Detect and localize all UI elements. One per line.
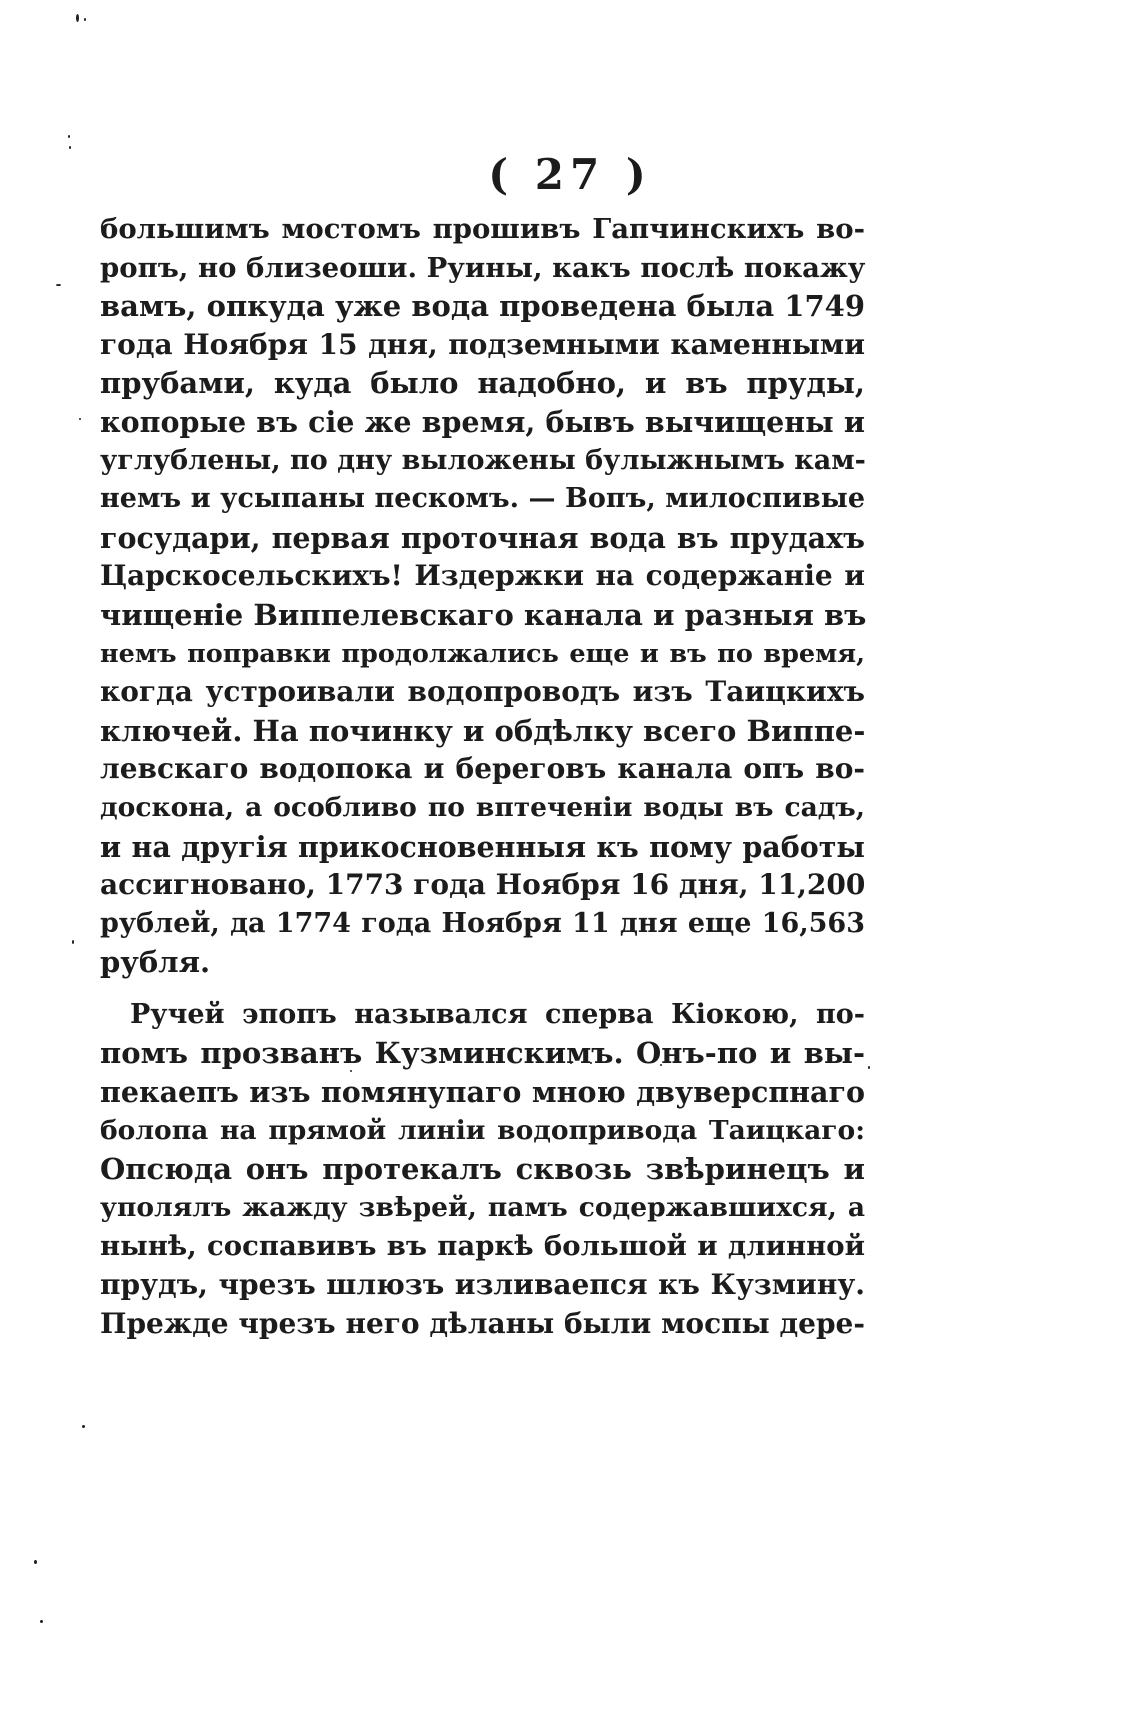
scan-speck bbox=[68, 135, 70, 138]
text-line: Ручей эпопъ назывался сперва Кіокою, по- bbox=[130, 998, 865, 1030]
text-line: углублены, по дну выложены булыжнымъ кам- bbox=[100, 444, 866, 476]
text-line: ропъ, но близеоши. Руины, какъ послѣ покажу bbox=[100, 251, 866, 284]
scan-speck bbox=[56, 284, 61, 286]
text-line: прудъ, чрезъ шлюзъ изливаепся къ Кузмину. bbox=[100, 1268, 865, 1302]
text-line: помъ прозванъ Кузминскимъ. Онъ-по и вы- bbox=[100, 1036, 865, 1071]
text-line: немъ и усыпаны пескомъ. — Вопъ, милоспивые bbox=[100, 483, 865, 515]
paragraph-gap bbox=[100, 982, 865, 996]
page-number: ( 27 ) bbox=[488, 150, 652, 199]
body-text bbox=[100, 210, 865, 1343]
paragraph bbox=[100, 210, 865, 982]
text-line: чищеніе Виппелевскаго канала и разныя въ bbox=[100, 597, 867, 632]
text-line: рубля. bbox=[100, 945, 211, 980]
scan-speck bbox=[82, 1425, 85, 1428]
text-line: большимъ мостомъ прошивъ Гапчинскихъ во- bbox=[100, 213, 865, 245]
text-line: рублей, да 1774 года Ноября 11 дня еще 16,563 bbox=[100, 907, 865, 939]
text-line: прубами, куда было надобно, и въ пруды, bbox=[100, 366, 865, 401]
text-line: Прежде чрезъ него дѣланы были моспы дере- bbox=[100, 1306, 865, 1340]
text-line: ассигновано, 1773 года Ноября 16 дня, 11,200 bbox=[100, 868, 866, 902]
text-line: когда устроивали водопроводъ изъ Таицкихъ bbox=[100, 675, 865, 709]
text-line: года Ноября 15 дня, подземными каменными bbox=[100, 327, 865, 361]
scan-speck bbox=[40, 1620, 43, 1623]
text-line: немъ поправки продолжались еще и въ по время, bbox=[100, 638, 865, 669]
text-line: нынѣ, соспавивъ въ паркѣ большой и длинной bbox=[100, 1230, 865, 1263]
text-line: ключей. На починку и обдѣлку всего Виппе- bbox=[100, 713, 866, 748]
text-line: государи, первая проточная вода въ прудахъ bbox=[100, 520, 865, 555]
text-line: вамъ, опкуда уже вода проведена была 1749 bbox=[100, 289, 865, 324]
paragraph bbox=[100, 996, 865, 1343]
text-line: Опсюда онъ протекалъ сквозь звѣринецъ и bbox=[100, 1152, 865, 1187]
text-line: Царскосельскихъ! Издержки на содержаніе и bbox=[100, 559, 865, 593]
scan-speck bbox=[868, 1066, 870, 1069]
scan-speck bbox=[84, 18, 86, 21]
text-line: болопа на прямой линіи водопривода Таицкаго: bbox=[100, 1114, 865, 1146]
text-line: пекаепъ изъ помянупаго мною двуверспнаго bbox=[100, 1075, 865, 1110]
scan-speck bbox=[79, 418, 81, 420]
scan-speck bbox=[76, 14, 79, 22]
scan-speck bbox=[69, 146, 71, 149]
text-line: копорые въ сіе же время, бывъ вычищены и bbox=[100, 404, 865, 439]
text-line: и на другія прикосновенныя къ пому работы bbox=[100, 829, 865, 864]
scan-speck bbox=[72, 940, 74, 944]
scan-speck bbox=[34, 1560, 37, 1564]
text-line: уполялъ жажду звѣрей, памъ содержавшихся, а bbox=[100, 1191, 865, 1223]
text-line: доскона, а особливо по вптеченіи воды въ садъ, bbox=[100, 791, 865, 823]
text-line: левскаго водопока и береговъ канала опъ во- bbox=[100, 752, 865, 786]
